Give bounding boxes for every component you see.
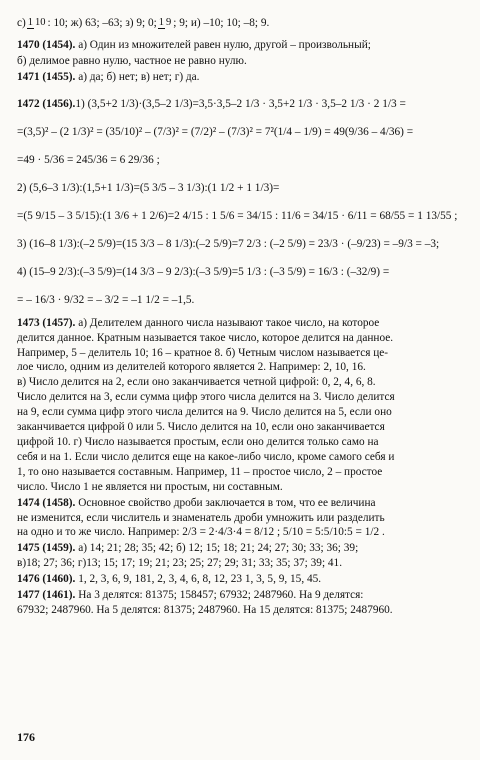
- problem-number: 1475 (1459).: [17, 542, 76, 555]
- fraction: [27, 17, 47, 29]
- problem-number: 1470 (1454).: [17, 39, 76, 51]
- answer-line-top: [17, 10, 460, 36]
- answer-text: На 3 делятся: 81375; 158457; 67932; 2487960. На 9 делятся:: [75, 589, 364, 602]
- text: с): [17, 16, 26, 29]
- answer-text: а) Делителем данного числа называют такое число, на которое: [75, 316, 380, 329]
- text: : 10; ж) 63; –63; з) 9; 0;: [47, 16, 157, 29]
- answer-text: в) Число делится на 2, если оно заканчивается четной цифрой: 0, 2, 4, 6, 8.: [17, 376, 376, 389]
- answer-text: 1, 2, 3, 6, 9, 181, 2, 3, 4, 6, 8, 12, 23 1, 3, 5, 9, 15, 45.: [75, 573, 322, 586]
- formula: =(5 9/15 – 3 5/15):(1 3/6 + 1 2/6)=2 4/15 : 1 5/6 = 34/15 : 11/6 = 34/15 · 6/11 = 68/55 = 1 13/55 ;: [17, 210, 458, 223]
- problem-1477: [17, 588, 460, 618]
- text: ; 9; и) –10; 10; –8; 9.: [173, 16, 270, 29]
- answer-text: себя и на 1. Если число делится еще на какое-либо число, кроме самого себя и: [17, 450, 395, 463]
- answer-text: лое число, одним из делителей которого является 2. Например: 2, 10, 16.: [17, 361, 366, 374]
- problem-number: 1471 (1455).: [17, 70, 76, 83]
- problem-number: 1476 (1460).: [17, 573, 76, 586]
- answer-text: делится данное. Кратным называется такое число, которое делится на данное.: [17, 331, 394, 344]
- answer-text: 67932; 2487960. На 5 делятся: 81375; 2487960. На 15 делятся: 81375; 2487960.: [17, 603, 393, 616]
- formula: =(3,5)² – (2 1/3)² = (35/10)² – (7/3)² = (7/2)² – (7/3)² = 7²(1/4 – 1/9) = 49(9/36 – 4/36) =: [17, 126, 414, 139]
- answer-text: б) делимое равно нулю, частное не равно нулю.: [17, 54, 247, 67]
- formula: 3) (16–8 1/3):(–2 5/9)=(15 3/3 – 8 1/3):(–2 5/9)=7 2/3 : (–2 5/9) = 23/3 · (–9/23) = –9/3 = –3;: [17, 238, 440, 251]
- problem-1472-line-1: [17, 92, 460, 118]
- numerator: 1: [158, 16, 165, 28]
- page-number: 176: [17, 730, 35, 745]
- denominator: 10: [35, 16, 46, 28]
- answer-text: Число делится на 3, если сумма цифр этого числа делится на 3. Число делится: [17, 391, 395, 404]
- fraction: [158, 17, 173, 29]
- formula: 2) (5,6–3 1/3):(1,5+1 1/3)=(5 3/5 – 3 1/3):(1 1/2 + 1 1/3)=: [17, 182, 280, 195]
- answer-text: а) да; б) нет; в) нет; г) да.: [75, 70, 200, 83]
- problem-number: 1474 (1458).: [17, 496, 76, 509]
- answer-text: заканчивается цифрой 0 или 5. Число делится на 10, если оно заканчивается: [17, 421, 385, 434]
- denominator: 9: [166, 16, 172, 28]
- problem-number: 1472 (1456).: [17, 98, 76, 111]
- answer-text: число. Число 1 не является ни простым, ни составным.: [17, 480, 283, 493]
- answer-text: цифрой 10. г) Число называется простым, если оно делится только само на: [17, 435, 379, 448]
- problem-1475: [17, 541, 460, 571]
- answer-text: не изменится, если числитель и знаменатель дроби умножить или разделить: [17, 511, 385, 524]
- problem-1476: [17, 572, 460, 587]
- problem-1471: [17, 70, 460, 85]
- answer-text: на одно и то же число. Например: 2/3 = 2·4/3·4 = 8/12 ; 5/10 = 5:5/10:5 = 1/2 .: [17, 526, 385, 539]
- answer-text: в)18; 27; 36; г)13; 15; 17; 19; 21; 23; 25; 27; 29; 31; 33; 35; 37; 39; 41.: [17, 557, 343, 570]
- formula: 4) (15–9 2/3):(–3 5/9)=(14 3/3 – 9 2/3):(–3 5/9)=5 1/3 : (–3 5/9) = 16/3 : (–32/9) =: [17, 266, 390, 279]
- formula: =49 · 5/36 = 245/36 = 6 29/36 ;: [17, 154, 160, 167]
- problem-1473: [17, 316, 460, 495]
- formula: = – 16/3 · 9/32 = – 3/2 = –1 1/2 = –1,5.: [17, 294, 195, 307]
- answer-text: 1, то оно называется составным. Например, 11 – простое число, 2 – простое: [17, 465, 383, 478]
- answer-text: а) 14; 21; 28; 35; 42; б) 12; 15; 18; 21; 24; 27; 30; 33; 36; 39;: [75, 542, 359, 555]
- problem-number: 1473 (1457).: [17, 316, 76, 329]
- answer-text: Основное свойство дроби заключается в том, что ее величина: [75, 496, 376, 509]
- answer-text: Например, 5 – делитель 10; 16 – кратное 8. б) Четным числом называется це-: [17, 346, 389, 359]
- problem-1470: [17, 38, 460, 53]
- numerator: 1: [27, 16, 34, 28]
- problem-number: 1477 (1461).: [17, 589, 76, 602]
- problem-1474: [17, 496, 460, 541]
- answer-text: а) Один из множителей равен нулю, другой – произвольный;: [75, 39, 371, 51]
- formula: 1) (3,5+2 1/3)·(3,5–2 1/3)=3,5·3,5–2 1/3 · 3,5+2 1/3 · 3,5–2 1/3 · 2 1/3 =: [75, 98, 406, 111]
- answer-text: на 9, если сумма цифр этого числа делится на 9. Число делится на 5, если оно: [17, 406, 392, 419]
